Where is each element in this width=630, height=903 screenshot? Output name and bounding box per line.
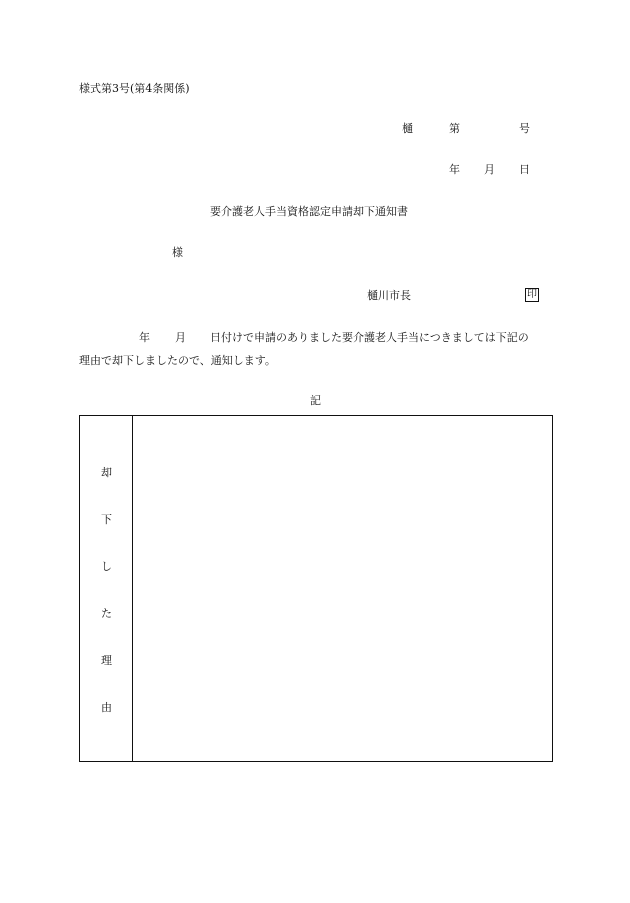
document-title: 要介護老人手当資格認定申請却下通知書 bbox=[210, 205, 408, 218]
ki-heading: 記 bbox=[310, 394, 321, 407]
reason-content-area bbox=[134, 416, 552, 761]
date-day: 日 bbox=[519, 163, 530, 176]
reason-label-char: し bbox=[101, 560, 112, 573]
addressee-suffix: 様 bbox=[172, 246, 183, 259]
reason-label-char: た bbox=[101, 607, 112, 620]
reason-label-char: 下 bbox=[101, 513, 112, 526]
doc-number-go: 号 bbox=[519, 122, 530, 135]
issuer-name: 樋川市長 bbox=[367, 289, 411, 302]
doc-number-prefix: 樋 bbox=[402, 122, 413, 135]
doc-number-dai: 第 bbox=[449, 122, 460, 135]
form-label: 様式第3号(第4条関係) bbox=[79, 82, 190, 95]
body-month: 月 bbox=[175, 331, 186, 344]
date-year: 年 bbox=[449, 163, 460, 176]
body-year: 年 bbox=[139, 331, 150, 344]
reason-label-char: 理 bbox=[101, 654, 112, 667]
date-month: 月 bbox=[484, 163, 495, 176]
reason-label-char: 由 bbox=[101, 701, 112, 714]
body-line1-rest: 日付けで申請のありました要介護老人手当につきましては下記の bbox=[210, 331, 529, 344]
seal-mark: 印 bbox=[527, 289, 537, 300]
reason-label-column bbox=[80, 416, 133, 761]
body-line2: 理由で却下しましたので、通知します。 bbox=[79, 354, 276, 367]
reason-table bbox=[79, 415, 553, 762]
reason-label-char: 却 bbox=[101, 466, 112, 479]
